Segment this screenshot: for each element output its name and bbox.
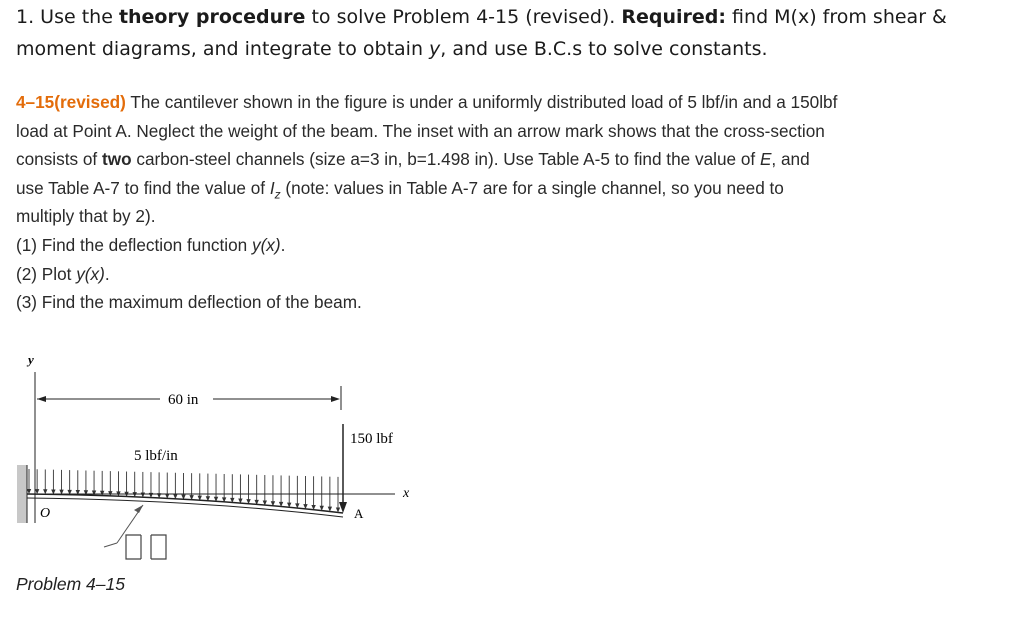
origin-label: O xyxy=(40,506,51,521)
length-label: 60 in xyxy=(168,392,199,408)
problem-text: multiply that by 2). xyxy=(16,206,156,226)
problem-line-2 xyxy=(16,119,825,143)
figure-caption: Problem 4–15 xyxy=(16,574,125,594)
question-var: y xyxy=(429,38,441,60)
problem-subscript: z xyxy=(274,187,281,202)
question-text: 1. Use the xyxy=(16,6,119,28)
inset-leader-arrowhead xyxy=(134,505,143,513)
problem-text: The cantilever shown in the figure is under a uniformly distributed load of 5 lbf/in and a 150lbf xyxy=(125,92,838,112)
channel-right-icon xyxy=(151,535,166,559)
problem-line-5 xyxy=(16,204,155,228)
problem-var: I xyxy=(269,178,275,198)
dist-load-label: 5 lbf/in xyxy=(134,448,178,464)
task-text: (1) Find the deflection function xyxy=(16,235,252,255)
x-axis-label: x xyxy=(403,486,410,501)
inset-leader-tail xyxy=(104,543,117,547)
problem-line-4 xyxy=(16,176,784,206)
question-text: , and use B.C.s to solve constants. xyxy=(440,38,768,60)
task-item-2 xyxy=(16,262,110,286)
task-var: y(x) xyxy=(76,264,105,284)
dimension-arrow-left xyxy=(37,396,46,402)
point-load-arrowhead xyxy=(339,502,347,513)
question-text: moment diagrams, and integrate to obtain xyxy=(16,38,430,60)
cantilever-figure xyxy=(0,340,440,570)
distributed-load-arrows xyxy=(27,469,340,512)
channel-left-icon xyxy=(126,535,141,559)
question-text: to solve Problem 4-15 (revised). xyxy=(305,6,622,28)
problem-text: (note: values in Table A-7 are for a single channel, so you need to xyxy=(280,178,784,198)
point-load-label: 150 lbf xyxy=(350,431,393,447)
question-emphasis: theory procedure xyxy=(118,6,306,28)
problem-text: load at Point A. Neglect the weight of the beam. The inset with an arrow mark shows that the cross-section xyxy=(16,121,825,141)
problem-tag: 4–15(revised) xyxy=(16,92,126,112)
problem-text: use Table A-7 to find the value of xyxy=(16,178,270,198)
required-label: Required: xyxy=(621,6,727,28)
task-item-3 xyxy=(16,290,362,314)
problem-text: carbon-steel channels (size a=3 in, b=1.498 in). Use Table A-5 to find the value of xyxy=(131,149,760,169)
question-text: find M(x) from shear & xyxy=(726,6,947,28)
fixed-wall xyxy=(17,465,27,523)
problem-line-1 xyxy=(16,90,837,114)
task-text: (2) Plot xyxy=(16,264,77,284)
problem-var: E xyxy=(759,149,772,169)
problem-emphasis: two xyxy=(101,149,132,169)
task-text: . xyxy=(280,235,286,255)
dimension-arrow-right xyxy=(331,396,340,402)
point-a-label: A xyxy=(354,506,364,521)
problem-text: , and xyxy=(771,149,810,169)
question-line-1 xyxy=(16,4,947,30)
task-item-1 xyxy=(16,233,285,257)
task-text: (3) Find the maximum deflection of the beam. xyxy=(16,292,362,312)
y-axis-label: y xyxy=(28,352,34,367)
task-text: . xyxy=(104,264,110,284)
problem-line-3 xyxy=(16,147,810,171)
problem-text: consists of xyxy=(16,149,102,169)
question-line-2 xyxy=(16,36,768,62)
task-var: y(x) xyxy=(251,235,281,255)
